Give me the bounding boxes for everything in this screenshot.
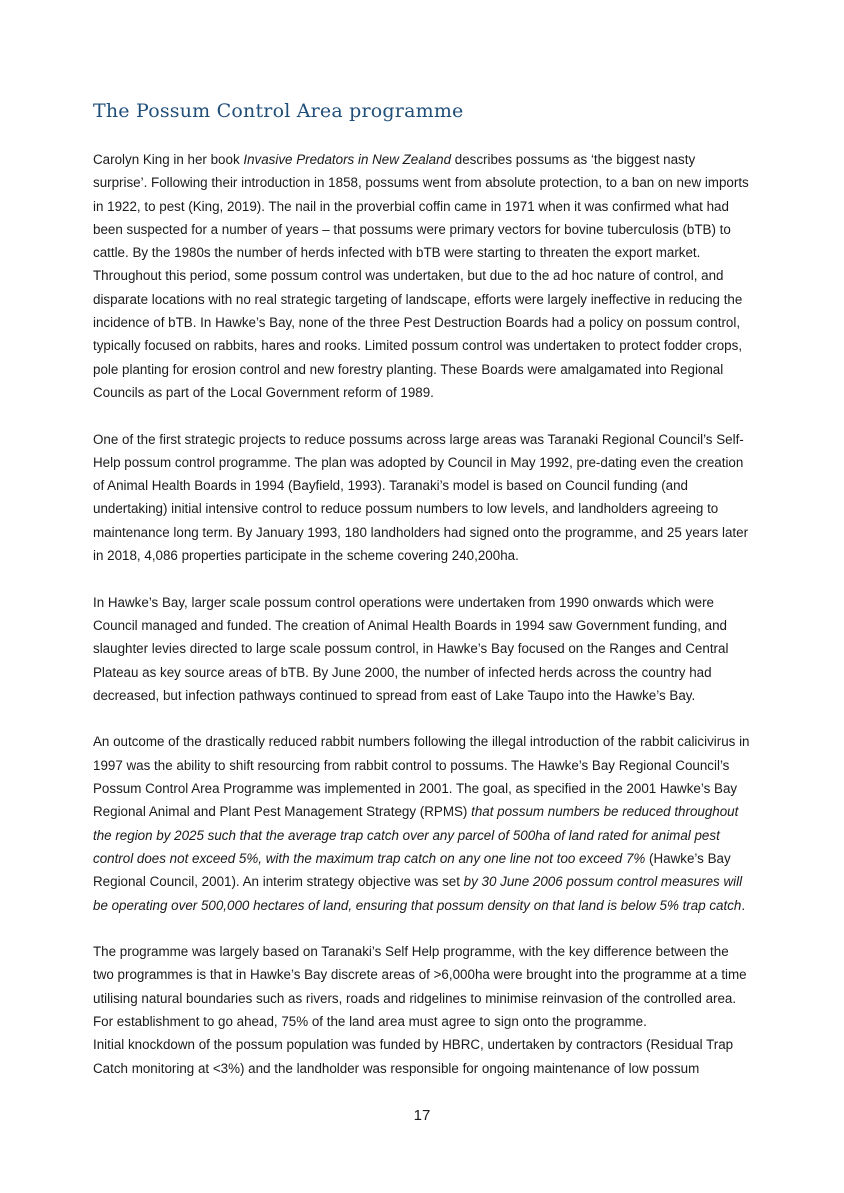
paragraph-5: The programme was largely based on Taranaki’s Self Help programme, with the key difference between the two programmes is that in Hawke’s Bay discrete areas of >6,000ha were brought into the programme at a time utilising natural boundaries such as rivers, roads and ridgelines to minimise reinvasion of the controlled area. For establishment to go ahead, 75% of the land area must agree to sign onto the programme. xyxy=(93,944,747,1029)
paragraph-2: One of the first strategic projects to reduce possums across large areas was Taranaki Regional Council’s Self-Help possum control programme. The plan was adopted by Council in May 1992, pre-dating even the creation of Animal Health Boards in 1994 (Bayfield, 1993). Taranaki’s model is based on Council funding (and undertaking) initial intensive control to reduce possum numbers to low levels, and landholders agreeing to maintenance long term. By January 1993, 180 landholders had signed onto the programme, and 25 years later in 2018, 4,086 properties participate in the scheme covering 240,200ha. xyxy=(93,431,749,564)
paragraph-1 xyxy=(93,148,753,404)
page-content xyxy=(93,98,753,1080)
paragraph-3: In Hawke’s Bay, larger scale possum control operations were undertaken from 1990 onwards which were Council managed and funded. The creation of Animal Health Boards in 1994 saw Government funding, and slaughter levies directed to large scale possum control, in Hawke’s Bay focused on the Ranges and Central Plateau as key source areas of bTB. By June 2000, the number of infected herds across the country had decreased, but infection pathways continued to spread from east of Lake Taupo into the Hawke’s Bay. xyxy=(93,594,729,703)
paragraph-4-text-c: . xyxy=(741,897,746,913)
book-title: Invasive Predators in New Zealand xyxy=(243,152,452,167)
rpms-goal-quote: that possum numbers be reduced throughout the region by 2025 such that the average trap catch over any parcel of 500ha of land rated for animal pest control does not exceed 5%, with the maximum trap catch on any one line not too exceed 7% xyxy=(93,804,739,866)
paragraph-1-text-a: Carolyn King in her book xyxy=(93,152,244,167)
section-title: The Possum Control Area programme xyxy=(93,100,464,122)
paragraph-4-text-a: An outcome of the drastically reduced rabbit numbers following the illegal introduction of the rabbit calicivirus in 1997 was the ability to shift resourcing from rabbit control to possums. The Hawke’s Bay Regional Council’s Possum Control Area Programme was implemented in 2001. The goal, as specified in the 2001 Hawke’s Bay Regional Animal and Plant Pest Management Strategy (RPMS) xyxy=(93,734,750,820)
page-number: 17 xyxy=(413,1107,431,1124)
paragraph-4 xyxy=(93,730,753,916)
paragraph-1-text-b: describes possums as ‘the biggest nasty surprise’. Following their introduction in 1858, possums went from absolute protection, to a ban on new imports in 1922, to pest (King, 2019). The nail in the proverbial coffin came in 1971 when it was confirmed what had been suspected for a number of years – that possums were primary vectors for bovine tuberculosis (bTB) to cattle. By the 1980s the number of herds infected with bTB were starting to threaten the export market. Throughout this period, some possum control was undertaken, but due to the ad hoc nature of control, and disparate locations with no real strategic targeting of landscape, efforts were largely ineffective in reducing the incidence of bTB. In Hawke’s Bay, none of the three Pest Destruction Boards had a policy on possum control, typically focused on rabbits, hares and rooks. Limited possum control was undertaken to protect fodder crops, pole planting for erosion control and new forestry planting. These Boards were amalgamated into Regional Councils as part of the Local Government reform of 1989. xyxy=(93,152,749,400)
paragraph-6: Initial knockdown of the possum population was funded by HBRC, undertaken by contractors (Residual Trap Catch monitoring at <3%) and the landholder was responsible for ongoing maintenance of low possum xyxy=(93,1037,734,1076)
interim-objective-quote: by 30 June 2006 possum control measures will be operating over 500,000 hectares of land, ensuring that possum density on that land is below 5% trap catch xyxy=(93,874,743,913)
paragraph-4-text-b: (Hawke’s Bay Regional Council, 2001). An interim strategy objective was set xyxy=(93,850,731,890)
